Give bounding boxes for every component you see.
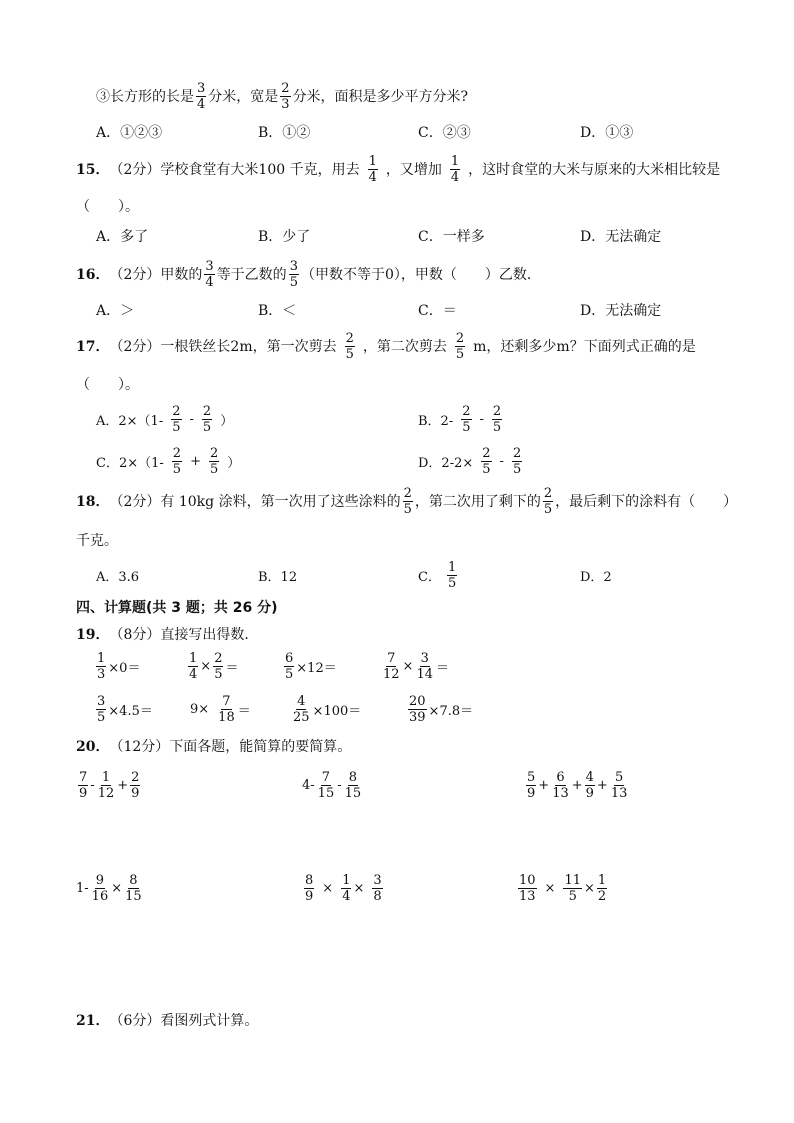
q20-stem (76, 734, 351, 758)
fraction-denominator: 5 (403, 501, 412, 517)
fraction (382, 652, 401, 681)
fraction-numerator: 7 (222, 693, 231, 709)
fraction (96, 652, 106, 681)
q16-option-a[interactable]: A．＞ (96, 303, 135, 319)
expression-text: + (538, 777, 550, 793)
fraction-denominator: 5 (543, 501, 553, 517)
q17-fraction (345, 332, 355, 361)
expression-text: - (337, 777, 342, 793)
fraction-numerator: 2 (462, 403, 471, 419)
q14-item3 (96, 80, 469, 112)
q16-fraction (204, 260, 214, 289)
fraction-denominator: 5 (512, 461, 522, 477)
q20-score: （12分） (109, 739, 170, 755)
fraction-numerator: 3 (197, 80, 206, 96)
fraction-denominator: 4 (368, 169, 377, 185)
fraction-numerator: 1 (97, 650, 106, 666)
q21-score: （6分） (109, 1013, 161, 1029)
q15-blank: （ ）。 (76, 199, 139, 215)
expression-text: 9× (190, 701, 210, 717)
expression-text: ×0＝ (108, 660, 141, 676)
expression-text: + (571, 777, 583, 793)
expression-text: ＝ (237, 703, 251, 719)
q16-text: （甲数不等于0），甲数（ ）乙数． (300, 267, 541, 283)
fraction-numerator: 20 (409, 693, 426, 709)
fraction-denominator: 2 (597, 888, 607, 904)
fraction (526, 771, 536, 800)
fraction (96, 695, 106, 724)
q17-option-b[interactable] (418, 403, 510, 435)
fraction-denominator: 5 (447, 575, 457, 591)
fraction (551, 771, 570, 800)
fraction-numerator: 2 (455, 330, 465, 346)
q19-expr-4 (380, 650, 450, 682)
fraction (78, 771, 88, 800)
fraction-numerator: 7 (387, 650, 396, 666)
fraction (304, 874, 314, 903)
fraction-numerator: 3 (420, 650, 429, 666)
expression-text: C．2×（1- (96, 455, 164, 471)
q15-stem (76, 153, 721, 185)
fraction-numerator: 2 (512, 445, 522, 461)
fraction-denominator: 9 (585, 785, 594, 801)
expression-text: - (479, 411, 484, 427)
fraction (130, 771, 140, 800)
q15-text: ，这时食堂的大米与原来的大米相比较是 (468, 162, 721, 178)
q15-fraction (450, 155, 460, 184)
fraction-numerator: 4 (585, 769, 594, 785)
q18-option-d[interactable]: D．2 (580, 569, 612, 585)
fraction-numerator: 2 (172, 403, 181, 419)
fraction (585, 771, 595, 800)
fraction-denominator: 9 (527, 785, 536, 801)
fraction (344, 771, 363, 800)
fraction-denominator: 5 (285, 666, 294, 682)
fraction-numerator: 2 (492, 403, 502, 419)
fraction-numerator: 2 (214, 650, 223, 666)
expression-text: - (499, 453, 504, 469)
q19-expr-6 (190, 693, 251, 725)
fraction-denominator: 4 (189, 666, 198, 682)
fraction-numerator: 7 (79, 769, 88, 785)
q17-text: 一根铁丝长2m，第一次剪去 (160, 339, 337, 355)
q17-text: m，还剩多少m？下面列式正确的是 (473, 339, 696, 355)
q15-text: ，又增加 (385, 162, 442, 178)
fraction-numerator: 8 (348, 769, 358, 785)
q20-problem-2 (302, 769, 364, 801)
q18-fraction (543, 487, 553, 516)
fraction-numerator: 1 (342, 872, 351, 888)
q17-number: 17． (76, 339, 110, 355)
expression-text: D．2-2× (418, 455, 474, 471)
fraction-denominator: 13 (610, 785, 628, 801)
fraction-numerator: 3 (205, 258, 214, 274)
q18-unit: 千克。 (76, 533, 118, 549)
q17-fraction (461, 405, 471, 434)
q16-score: （2分） (109, 267, 161, 283)
q15-option-c[interactable]: C．一样多 (418, 229, 485, 245)
fraction-numerator: 11 (564, 872, 581, 888)
fraction (415, 652, 434, 681)
fraction-denominator: 15 (317, 785, 335, 801)
expression-text: ×4.5＝ (108, 703, 153, 719)
fraction-numerator: 2 (543, 485, 553, 501)
expression-text: C． (418, 569, 441, 585)
q19-expr-2 (186, 650, 239, 682)
q18-text: ，最后剩下的涂料有（ ） (555, 494, 738, 510)
fraction-denominator: 15 (344, 785, 362, 801)
fraction-denominator: 13 (519, 888, 536, 904)
q14-item3-post: 分米，面积是多少平方分米? (292, 89, 469, 105)
q17-fraction (202, 405, 212, 434)
q18-option-c[interactable] (418, 559, 459, 591)
fraction-denominator: 25 (293, 709, 310, 725)
fraction-numerator: 3 (97, 693, 106, 709)
fraction (217, 695, 236, 724)
q14-option-b[interactable]: B．①② (258, 125, 311, 141)
expression-text: ×100＝ (312, 703, 362, 719)
q19-expr-8 (406, 693, 474, 725)
q18-option-a[interactable]: A．3.6 (96, 569, 140, 585)
fraction-denominator: 12 (97, 785, 115, 801)
section-4-title: 四、计算题(共 3 题；共 26 分) (76, 600, 278, 616)
expression-text: 1- (76, 880, 89, 896)
fraction-numerator: 2 (131, 769, 140, 785)
fraction-denominator: 9 (131, 785, 140, 801)
q17-blank: （ ）。 (76, 377, 139, 393)
expression-text: + (117, 777, 129, 793)
q18-score: （2分） (109, 494, 161, 510)
fraction-denominator: 18 (218, 709, 235, 725)
q20-problem-1 (76, 769, 142, 801)
q16-option-d[interactable]: D．无法确定 (580, 303, 662, 319)
q20-number: 20． (76, 739, 110, 755)
fraction (610, 771, 629, 800)
q17-score: （2分） (109, 339, 161, 355)
fraction-numerator: 8 (129, 872, 138, 888)
fraction-numerator: 1 (101, 769, 111, 785)
q16-option-c[interactable]: C．＝ (418, 303, 457, 319)
fraction (372, 874, 382, 903)
expression-text: × (111, 880, 123, 896)
expression-text: - (90, 777, 95, 793)
expression-text: B．2- (418, 413, 454, 429)
fraction (97, 771, 116, 800)
fraction-denominator: 16 (91, 888, 109, 904)
fraction-numerator: 4 (297, 693, 306, 709)
q19-expr-1 (94, 650, 141, 682)
fraction-denominator: 5 (345, 346, 354, 362)
q19-score: （8分） (109, 627, 161, 643)
fraction-numerator: 3 (289, 258, 298, 274)
fraction-denominator: 15 (125, 888, 142, 904)
q16-option-b[interactable]: B．＜ (258, 303, 297, 319)
expression-text: ＝ (225, 660, 239, 676)
fraction (124, 874, 143, 903)
q16-text: 甲数的 (160, 267, 203, 283)
q16-text: 等于乙数的 (216, 267, 287, 283)
fraction-numerator: 1 (450, 153, 460, 169)
q17-fraction (171, 405, 181, 434)
fraction-numerator: 5 (614, 769, 624, 785)
fraction-numerator: 3 (373, 872, 382, 888)
expression-text: × (402, 658, 414, 674)
fraction-denominator: 4 (205, 274, 214, 290)
fraction-numerator: 6 (556, 769, 565, 785)
q19-expr-5 (94, 693, 153, 725)
fraction-denominator: 12 (383, 666, 400, 682)
expression-text: × (353, 880, 365, 896)
fraction-numerator: 8 (305, 872, 314, 888)
fraction (597, 874, 607, 903)
fraction-numerator: 1 (368, 153, 377, 169)
q19-expr-7 (290, 693, 362, 725)
fraction (188, 652, 198, 681)
fraction (317, 771, 336, 800)
expression-text: ） (220, 413, 234, 429)
fraction-denominator: 39 (409, 709, 426, 725)
fraction (341, 874, 351, 903)
q20-title: 下面各题，能简算的要简算。 (169, 739, 352, 755)
expression-text: A．2×（1- (96, 413, 164, 429)
fraction-numerator: 2 (172, 445, 182, 461)
q18-stem (76, 485, 738, 517)
expression-text: ×7.8＝ (428, 703, 474, 719)
q20-problem-3 (524, 769, 630, 801)
fraction-numerator: 10 (519, 872, 536, 888)
fraction-denominator: 5 (202, 419, 212, 435)
q21-stem (76, 1008, 258, 1032)
q20-problem-5 (302, 872, 385, 904)
fraction-denominator: 3 (281, 96, 290, 112)
fraction-numerator: 1 (189, 650, 198, 666)
expression-text: × (584, 880, 595, 896)
expression-text: + (190, 453, 201, 469)
q19-expr-3 (282, 650, 337, 682)
fraction-numerator: 1 (597, 872, 607, 888)
q16-fraction (289, 260, 299, 289)
q17-fraction (455, 332, 465, 361)
q14-option-a[interactable]: A．①②③ (96, 125, 163, 141)
q20-problem-4 (76, 872, 145, 904)
q17-fraction (492, 405, 502, 434)
fraction-numerator: 6 (285, 650, 294, 666)
fraction-numerator: 1 (447, 559, 457, 575)
q14-fraction (196, 82, 206, 111)
fraction-denominator: 8 (373, 888, 382, 904)
q17-fraction (481, 447, 491, 476)
fraction (292, 695, 311, 724)
q18-text: ，第二次用了剩下的 (414, 494, 541, 510)
fraction-denominator: 5 (492, 419, 502, 435)
fraction-numerator: 2 (482, 445, 491, 461)
q15-number: 15． (76, 162, 110, 178)
q16-stem (76, 258, 541, 290)
q14-option-d[interactable]: D．①③ (580, 125, 634, 141)
q18-option-b[interactable]: B．12 (258, 569, 298, 585)
fraction-numerator: 2 (281, 80, 290, 96)
fraction (284, 652, 294, 681)
q15-option-a[interactable]: A．多了 (96, 229, 149, 245)
q18-text: 有 10kg 涂料，第一次用了这些涂料的 (160, 494, 401, 510)
q15-option-b[interactable]: B．少了 (258, 229, 311, 245)
fraction-denominator: 5 (209, 461, 219, 477)
expression-text: ） (227, 455, 241, 471)
expression-text: 4- (302, 777, 315, 793)
fraction-denominator: 9 (305, 888, 314, 904)
fraction-denominator: 3 (97, 666, 106, 682)
fraction-numerator: 2 (202, 403, 212, 419)
fraction-numerator: 7 (321, 769, 331, 785)
q18-number: 18． (76, 494, 110, 510)
q14-option-c[interactable]: C．②③ (418, 125, 471, 141)
fraction-numerator: 5 (527, 769, 536, 785)
fraction-numerator: 2 (403, 485, 412, 501)
q17-text: ，第二次剪去 (362, 339, 447, 355)
fraction-denominator: 5 (462, 419, 471, 435)
q15-score: （2分） (109, 162, 161, 178)
q19-stem (76, 622, 258, 646)
fraction (563, 874, 582, 903)
fraction-denominator: 5 (568, 888, 577, 904)
fraction (408, 695, 427, 724)
q19-number: 19． (76, 627, 110, 643)
q15-fraction (368, 155, 378, 184)
fraction-denominator: 5 (172, 419, 181, 435)
expression-text: × (322, 880, 334, 896)
q19-title: 直接写出得数． (160, 627, 259, 643)
fraction-denominator: 13 (552, 785, 569, 801)
fraction-denominator: 5 (97, 709, 106, 725)
fraction-denominator: 5 (172, 461, 182, 477)
fraction-numerator: 2 (209, 445, 219, 461)
fraction-denominator: 5 (289, 274, 298, 290)
q14-item3-mid: 分米，宽是 (208, 89, 279, 105)
q14-fraction (280, 82, 290, 111)
q16-number: 16． (76, 267, 110, 283)
q17-stem (76, 330, 696, 362)
fraction-denominator: 4 (342, 888, 351, 904)
q18-fraction (403, 487, 413, 516)
expression-text: × (200, 658, 212, 674)
q15-text: 学校食堂有大米100 千克，用去 (160, 162, 360, 178)
fraction (213, 652, 223, 681)
fraction (91, 874, 110, 903)
fraction-denominator: 4 (197, 96, 206, 112)
q21-title: 看图列式计算。 (160, 1013, 259, 1029)
expression-text: - (189, 411, 194, 427)
q14-item3-pre: ③长方形的长是 (96, 89, 194, 105)
q21-number: 21． (76, 1013, 110, 1029)
expression-text: + (596, 777, 608, 793)
q15-option-d[interactable]: D．无法确定 (580, 229, 662, 245)
fraction-denominator: 5 (214, 666, 223, 682)
fraction-denominator: 5 (455, 346, 465, 362)
expression-text: × (544, 880, 556, 896)
q17-fraction (209, 447, 219, 476)
q18-fraction (447, 561, 457, 590)
fraction-numerator: 9 (95, 872, 105, 888)
q17-fraction (172, 447, 182, 476)
fraction-denominator: 14 (416, 666, 433, 682)
q17-option-d[interactable] (418, 445, 530, 477)
q17-fraction (512, 447, 522, 476)
q17-option-a[interactable] (96, 403, 234, 435)
fraction-denominator: 4 (450, 169, 460, 185)
fraction (518, 874, 537, 903)
q20-problem-6 (516, 872, 609, 904)
fraction-denominator: 9 (79, 785, 88, 801)
expression-text: ×12＝ (296, 660, 337, 676)
fraction-numerator: 2 (345, 330, 354, 346)
q17-option-c[interactable] (96, 445, 241, 477)
fraction-denominator: 5 (482, 461, 491, 477)
expression-text: ＝ (436, 660, 450, 676)
